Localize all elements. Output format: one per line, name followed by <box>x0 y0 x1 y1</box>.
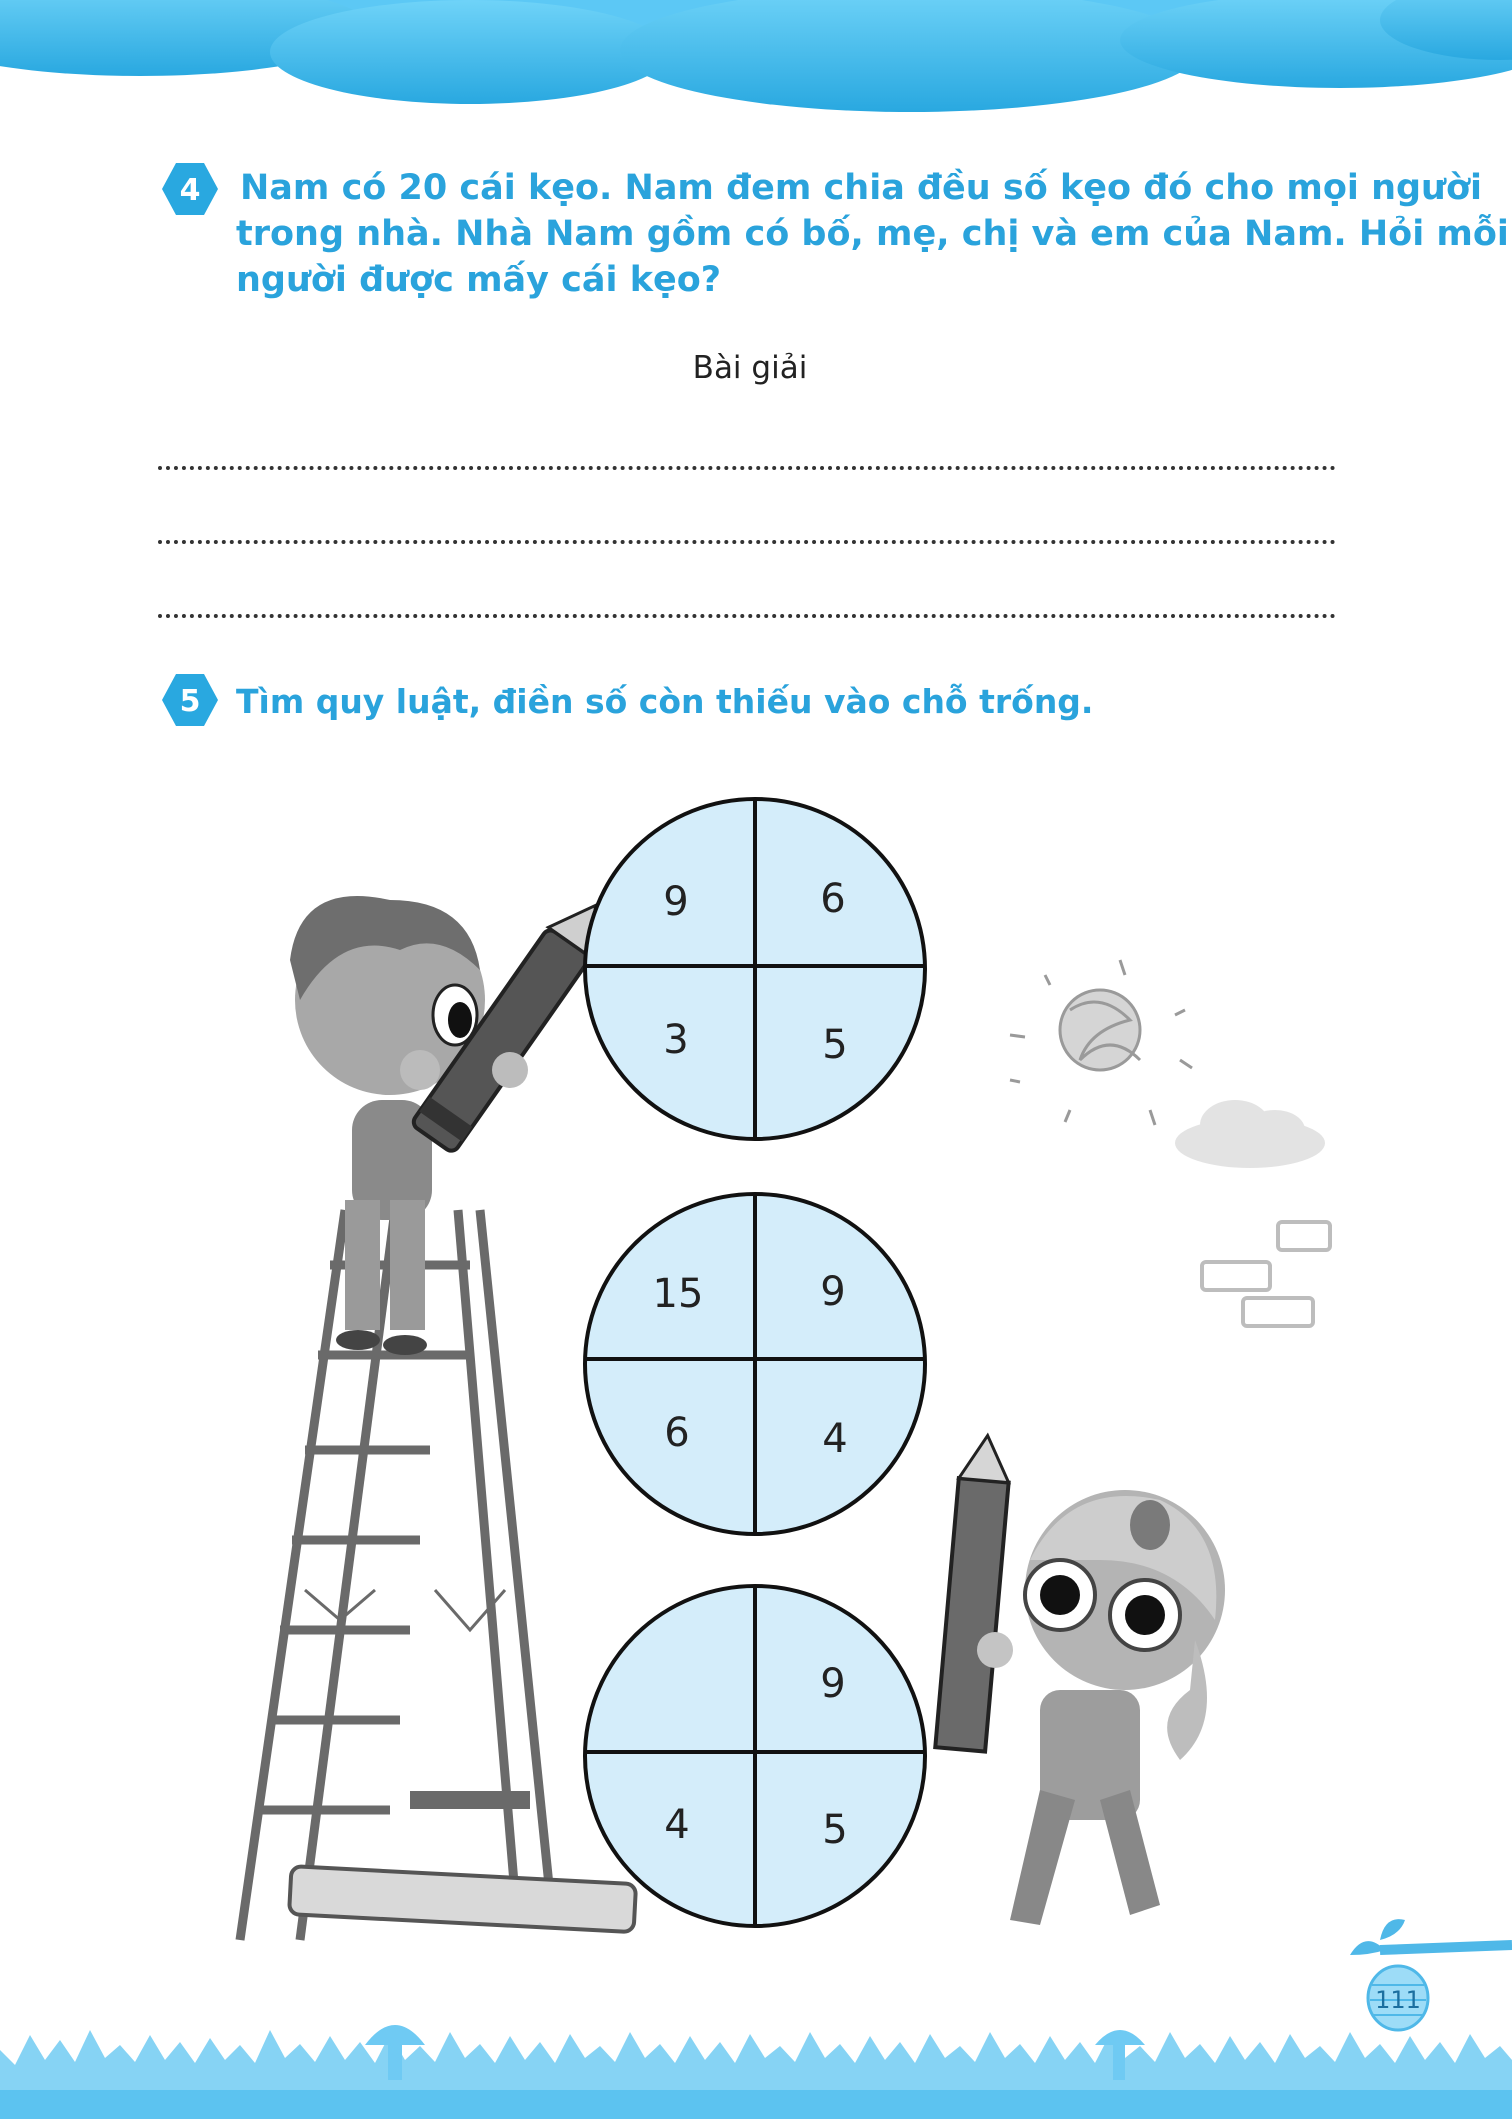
question-4-text-line-2: trong nhà. Nhà Nam gồm có bố, mẹ, chị và em của Nam. Hỏi mỗi <box>236 214 1509 254</box>
circle-2-bottom-right: 4 <box>822 1416 848 1462</box>
circle-3-bottom-left: 4 <box>664 1802 690 1848</box>
circle-1-top-right: 6 <box>820 876 846 922</box>
circle-puzzle-2 <box>585 1194 925 1534</box>
circle-puzzle-1 <box>585 799 925 1139</box>
question-4-text-line-1: Nam có 20 cái kẹo. Nam đem chia đều số kẹo đó cho mọi người <box>240 168 1483 208</box>
question-4-number: 4 <box>179 173 201 208</box>
question-5-number: 5 <box>179 684 201 719</box>
circle-3-top-right: 9 <box>820 1661 846 1707</box>
question-5-text: Tìm quy luật, điền số còn thiếu vào chỗ trống. <box>236 682 1094 721</box>
circle-3-bottom-right: 5 <box>822 1807 848 1853</box>
solution-title: Bài giải <box>692 350 808 386</box>
circle-2-top-right: 9 <box>820 1269 846 1315</box>
page-number: 111 <box>1375 1986 1421 2014</box>
circle-2-top-left: 15 <box>652 1271 704 1317</box>
question-4-text-line-3: người được mấy cái kẹo? <box>236 260 722 300</box>
circle-3-answer-slot[interactable] <box>590 1620 740 1740</box>
circle-1-bottom-left: 3 <box>663 1017 689 1063</box>
circle-1-bottom-right: 5 <box>822 1022 848 1068</box>
circle-2-bottom-left: 6 <box>664 1410 690 1456</box>
circle-1-top-left: 9 <box>663 879 689 925</box>
